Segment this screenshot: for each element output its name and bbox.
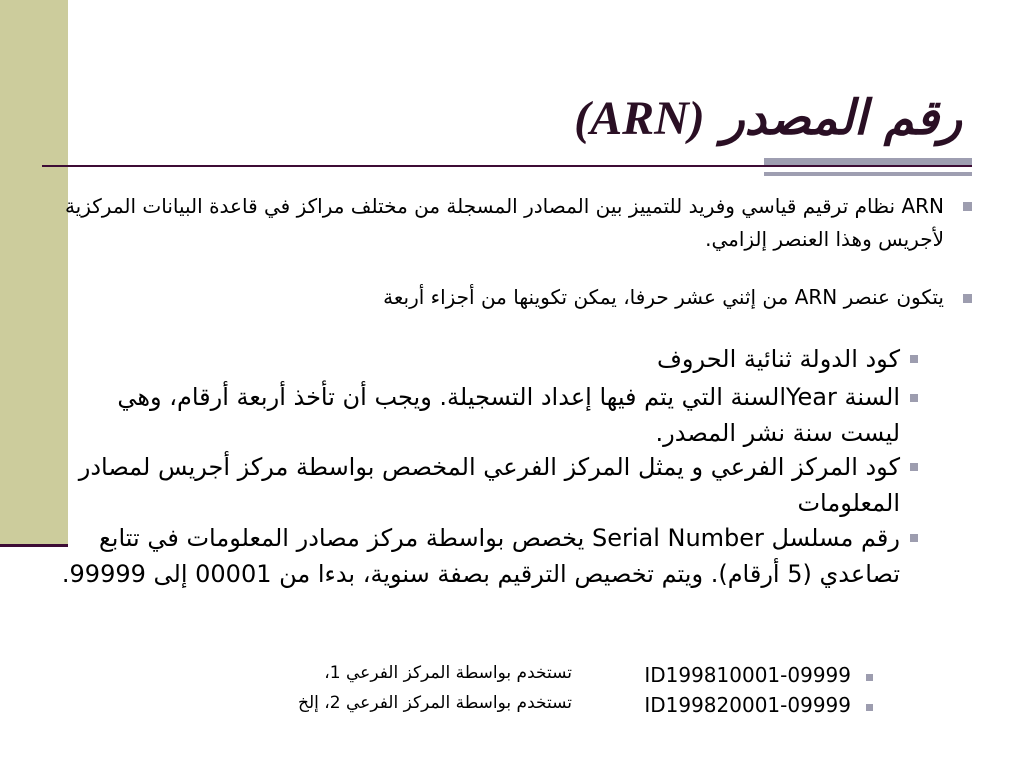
example-note-1: تستخدم بواسطة المركز الفرعي 1، <box>324 663 572 683</box>
example-note-2: تستخدم بواسطة المركز الفرعي 2، إلخ <box>298 693 572 713</box>
part-subcenter-code: كود المركز الفرعي و يمثل المركز الفرعي المخصص بواسطة مركز أجريس لمصادر المعلومات <box>78 453 900 517</box>
bullet-icon <box>963 202 972 211</box>
bullet-icon <box>910 355 918 363</box>
title-arabic: رقم المصدر <box>721 90 962 146</box>
example-id-1: ID199810001-09999 <box>644 663 851 687</box>
part-year: السنة Yearالسنة التي يتم فيها إعداد التسجيلة. ويجب أن تأخذ أربعة أرقام، وهي ليست سنة نشر المصدر. <box>117 383 900 447</box>
example-id-2: ID199820001-09999 <box>644 693 851 717</box>
bullet-icon <box>866 674 873 681</box>
bullet-icon <box>910 394 918 402</box>
title-latin: (ARN) <box>574 92 705 145</box>
part-serial-number: رقم مسلسل Serial Number يخصص بواسطة مركز مصادر المعلومات في تتابع تصاعدي (5 أرقام). ويتم تخصيص الترقيم بصفة سنوية، بدءا من 00001 إلى 99999. <box>61 524 900 588</box>
bullet-icon <box>866 704 873 711</box>
part-country-code: كود الدولة ثنائية الحروف <box>657 345 900 373</box>
bullet-icon <box>910 534 918 542</box>
point-arn-definition: ARN نظام ترقيم قياسي وفريد للتمييز بين المصادر المسجلة من مختلف مراكز في قاعدة البيانات المركزية لأجريس وهذا العنصر إلزامي. <box>64 194 944 251</box>
point-arn-structure: يتكون عنصر ARN من إثني عشر حرفا، يمكن تكوينها من أجزاء أربعة <box>383 285 944 309</box>
bullet-icon <box>910 463 918 471</box>
bullet-icon <box>963 294 972 303</box>
